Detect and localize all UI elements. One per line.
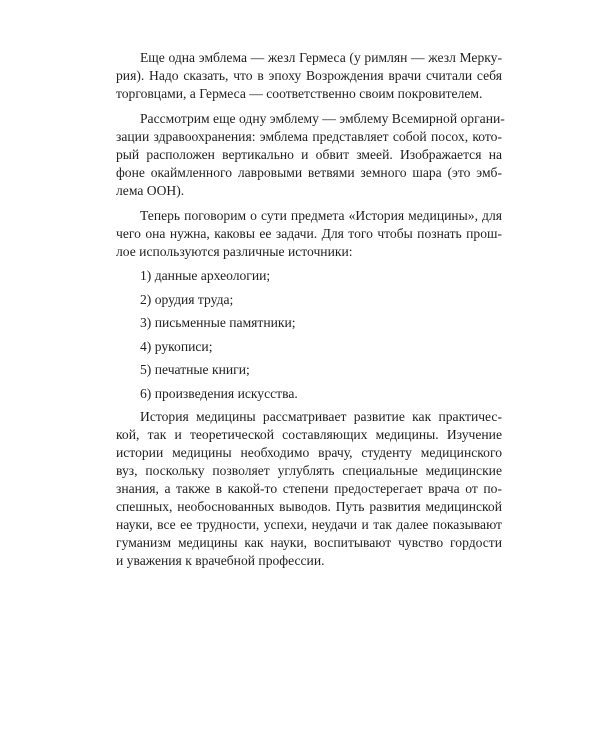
sources-list: [116, 267, 502, 408]
text-line: науки, все ее трудности, успехи, неудачи и так далее показывают: [116, 517, 502, 532]
text-line: чего она нужна, каковы ее задачи. Для того чтобы познать прош-: [116, 226, 502, 241]
text-line: знания, а также в какой-то степени предостерегает врача от по-: [116, 481, 502, 496]
text-line: и уважения к врачебной профессии.: [116, 553, 325, 568]
text-line: гуманизм медицины как науки, воспитывают чувство гордости: [116, 535, 502, 550]
text-line: Еще одна эмблема — жезл Гермеса (у римлян — жезл Мерку-: [140, 50, 502, 65]
paragraph-who-emblem: [116, 110, 505, 200]
text-line: рый расположен вертикально и обвит змеей. Изображается на: [116, 147, 502, 162]
text-line: лое используются различные источники:: [116, 244, 353, 259]
text-line: спешных, необоснованных выводов. Путь развития медицинской: [116, 499, 502, 514]
list-item: 5) печатные книги;: [140, 362, 250, 377]
text-line: торговцами, а Гермеса — соответственно своим покровителем.: [116, 86, 483, 101]
text-line: рия). Надо сказать, что в эпоху Возрождения врачи считали себя: [116, 68, 502, 83]
list-item: 6) произведения искусства.: [140, 385, 298, 401]
list-item: 3) письменные памятники;: [140, 315, 296, 330]
text-line: История медицины рассматривает развитие как практичес-: [140, 409, 502, 424]
list-item: 1) данные археологии;: [140, 268, 271, 283]
paragraph-history-importance: [116, 408, 502, 570]
text-line: Теперь поговорим о сути предмета «История медицины», для: [140, 208, 502, 223]
page-text: [116, 49, 505, 570]
text-line: Рассмотрим еще одну эмблему — эмблему Всемирной органи-: [140, 111, 505, 126]
paragraph-hermes: [116, 49, 502, 103]
paragraph-subject: [116, 207, 502, 261]
list-item: 4) рукописи;: [140, 338, 213, 354]
text-line: зации здравоохранения: эмблема представляет собой посох, кото-: [116, 129, 502, 144]
text-line: лема ООН).: [116, 183, 185, 198]
text-line: истории медицины необходимо врачу, студенту медицинского: [116, 445, 502, 460]
text-line: вуз, поскольку позволяет углублять специальные медицинские: [116, 463, 502, 478]
text-line: фоне окаймленного лавровыми ветвями земного шара (это эмб-: [116, 165, 502, 180]
text-line: кой, так и теоретической составляющих медицины. Изучение: [116, 427, 502, 442]
list-item: 2) орудия труда;: [140, 291, 234, 307]
